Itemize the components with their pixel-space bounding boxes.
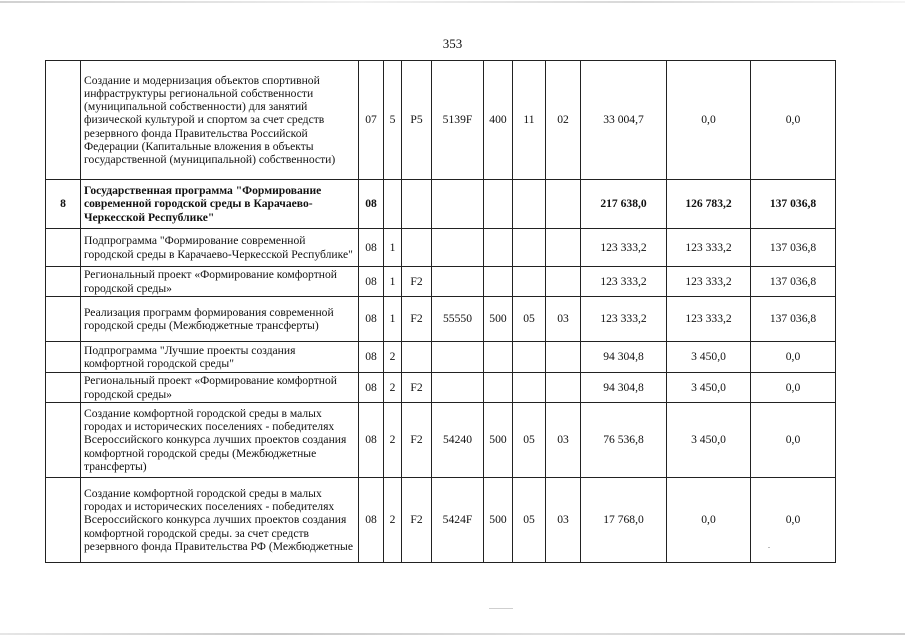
code-expense-type [484, 342, 513, 373]
row-index [46, 403, 81, 478]
row-description: Государственная программа "Формирование современной городской среды в Карачаево-Черкесской Республике" [81, 180, 359, 229]
code-project: F2 [402, 297, 432, 342]
code-project [402, 180, 432, 229]
code-direction [432, 373, 484, 403]
code-project: F2 [402, 373, 432, 403]
amount-year-2: 126 783,2 [667, 180, 751, 229]
amount-year-3: 137 036,8 [751, 229, 836, 267]
table-row [46, 478, 836, 563]
code-subprogram: 1 [384, 297, 402, 342]
row-description: Реализация программ формирования современной городской среды (Межбюджетные трансферты) [81, 297, 359, 342]
code-subsection [546, 180, 581, 229]
table-row [46, 180, 836, 229]
amount-year-1: 123 333,2 [581, 229, 667, 267]
row-description: Создание и модернизация объектов спортивной инфраструктуры региональной собственности (муниципальной собственности) для занятий физической культурой и спортом за счет средств резервного фонда Правительства Российской Федерации (Капитальные вложения в объекты государственной (муниципальной) собственности) [81, 61, 359, 180]
budget-table [45, 60, 836, 563]
code-project: F2 [402, 403, 432, 478]
code-direction [432, 267, 484, 297]
code-subprogram: 2 [384, 403, 402, 478]
amount-year-1: 17 768,0 [581, 478, 667, 563]
code-expense-type: 500 [484, 403, 513, 478]
code-section [513, 229, 546, 267]
amount-year-1: 94 304,8 [581, 373, 667, 403]
code-direction: 55550 [432, 297, 484, 342]
code-section [513, 267, 546, 297]
code-direction: 5139F [432, 61, 484, 180]
amount-year-3: 0,0 [751, 61, 836, 180]
scan-mark [768, 547, 770, 548]
table-row [46, 229, 836, 267]
amount-year-1: 76 536,8 [581, 403, 667, 478]
row-index [46, 342, 81, 373]
code-subsection [546, 342, 581, 373]
scan-mark [489, 608, 513, 609]
table-row [46, 403, 836, 478]
row-index: 8 [46, 180, 81, 229]
amount-year-3: 0,0 [751, 373, 836, 403]
code-program: 08 [359, 297, 384, 342]
row-index [46, 297, 81, 342]
code-expense-type [484, 180, 513, 229]
row-description: Региональный проект «Формирование комфортной городской среды» [81, 373, 359, 403]
table-row [46, 297, 836, 342]
code-expense-type [484, 229, 513, 267]
code-subsection: 03 [546, 478, 581, 563]
code-section: 05 [513, 297, 546, 342]
table-row [46, 267, 836, 297]
code-program: 08 [359, 373, 384, 403]
row-index [46, 61, 81, 180]
code-program: 08 [359, 267, 384, 297]
code-project [402, 229, 432, 267]
code-section [513, 342, 546, 373]
amount-year-3: 0,0 [751, 342, 836, 373]
code-project: P5 [402, 61, 432, 180]
amount-year-1: 123 333,2 [581, 267, 667, 297]
amount-year-2: 123 333,2 [667, 297, 751, 342]
table-row [46, 61, 836, 180]
scan-bottom-edge [0, 633, 905, 635]
page-number: 353 [442, 36, 463, 51]
code-subprogram [384, 180, 402, 229]
code-direction [432, 180, 484, 229]
code-subprogram: 1 [384, 267, 402, 297]
amount-year-2: 123 333,2 [667, 229, 751, 267]
table-row [46, 373, 836, 403]
code-subprogram: 5 [384, 61, 402, 180]
code-subsection: 03 [546, 403, 581, 478]
code-project: F2 [402, 267, 432, 297]
scan-top-edge [0, 1, 905, 3]
code-expense-type: 500 [484, 478, 513, 563]
row-index [46, 373, 81, 403]
code-section [513, 373, 546, 403]
amount-year-2: 123 333,2 [667, 267, 751, 297]
code-subsection: 03 [546, 297, 581, 342]
amount-year-1: 94 304,8 [581, 342, 667, 373]
code-subprogram: 2 [384, 478, 402, 563]
amount-year-2: 3 450,0 [667, 342, 751, 373]
amount-year-1: 123 333,2 [581, 297, 667, 342]
code-subprogram: 2 [384, 342, 402, 373]
code-section: 11 [513, 61, 546, 180]
code-program: 08 [359, 478, 384, 563]
amount-year-3: 137 036,8 [751, 180, 836, 229]
amount-year-3: 137 036,8 [751, 267, 836, 297]
code-expense-type: 400 [484, 61, 513, 180]
row-description: Создание комфортной городской среды в малых городах и исторических поселениях - победителях Всероссийского конкурса лучших проектов создания комфортной городской среды (Межбюджетные трансферты) [81, 403, 359, 478]
amount-year-3: 0,0 [751, 478, 836, 563]
code-direction: 54240 [432, 403, 484, 478]
code-direction [432, 342, 484, 373]
amount-year-2: 0,0 [667, 478, 751, 563]
table-body [46, 61, 836, 563]
code-section [513, 180, 546, 229]
code-subsection: 02 [546, 61, 581, 180]
code-subprogram: 2 [384, 373, 402, 403]
code-direction: 5424F [432, 478, 484, 563]
code-program: 08 [359, 229, 384, 267]
amount-year-1: 33 004,7 [581, 61, 667, 180]
code-subprogram: 1 [384, 229, 402, 267]
amount-year-1: 217 638,0 [581, 180, 667, 229]
amount-year-3: 0,0 [751, 403, 836, 478]
row-index [46, 478, 81, 563]
code-expense-type: 500 [484, 297, 513, 342]
amount-year-2: 0,0 [667, 61, 751, 180]
code-section: 05 [513, 403, 546, 478]
code-section: 05 [513, 478, 546, 563]
row-description: Подпрограмма "Формирование современной городской среды в Карачаево-Черкесской Республике" [81, 229, 359, 267]
code-program: 08 [359, 180, 384, 229]
code-subsection [546, 373, 581, 403]
code-expense-type [484, 373, 513, 403]
table-row [46, 342, 836, 373]
code-expense-type [484, 267, 513, 297]
row-index [46, 229, 81, 267]
code-program: 07 [359, 61, 384, 180]
amount-year-2: 3 450,0 [667, 403, 751, 478]
code-project [402, 342, 432, 373]
code-program: 08 [359, 342, 384, 373]
row-index [46, 267, 81, 297]
row-description: Подпрограмма "Лучшие проекты создания комфортной городской среды" [81, 342, 359, 373]
row-description: Создание комфортной городской среды в малых городах и исторических поселениях - победителях Всероссийского конкурса лучших проектов создания комфортной городской среды. за счет средств резервного фонда Правительства РФ (Межбюджетные [81, 478, 359, 563]
row-description: Региональный проект «Формирование комфортной городской среды» [81, 267, 359, 297]
amount-year-3: 137 036,8 [751, 297, 836, 342]
code-direction [432, 229, 484, 267]
code-program: 08 [359, 403, 384, 478]
code-subsection [546, 267, 581, 297]
code-subsection [546, 229, 581, 267]
code-project: F2 [402, 478, 432, 563]
amount-year-2: 3 450,0 [667, 373, 751, 403]
